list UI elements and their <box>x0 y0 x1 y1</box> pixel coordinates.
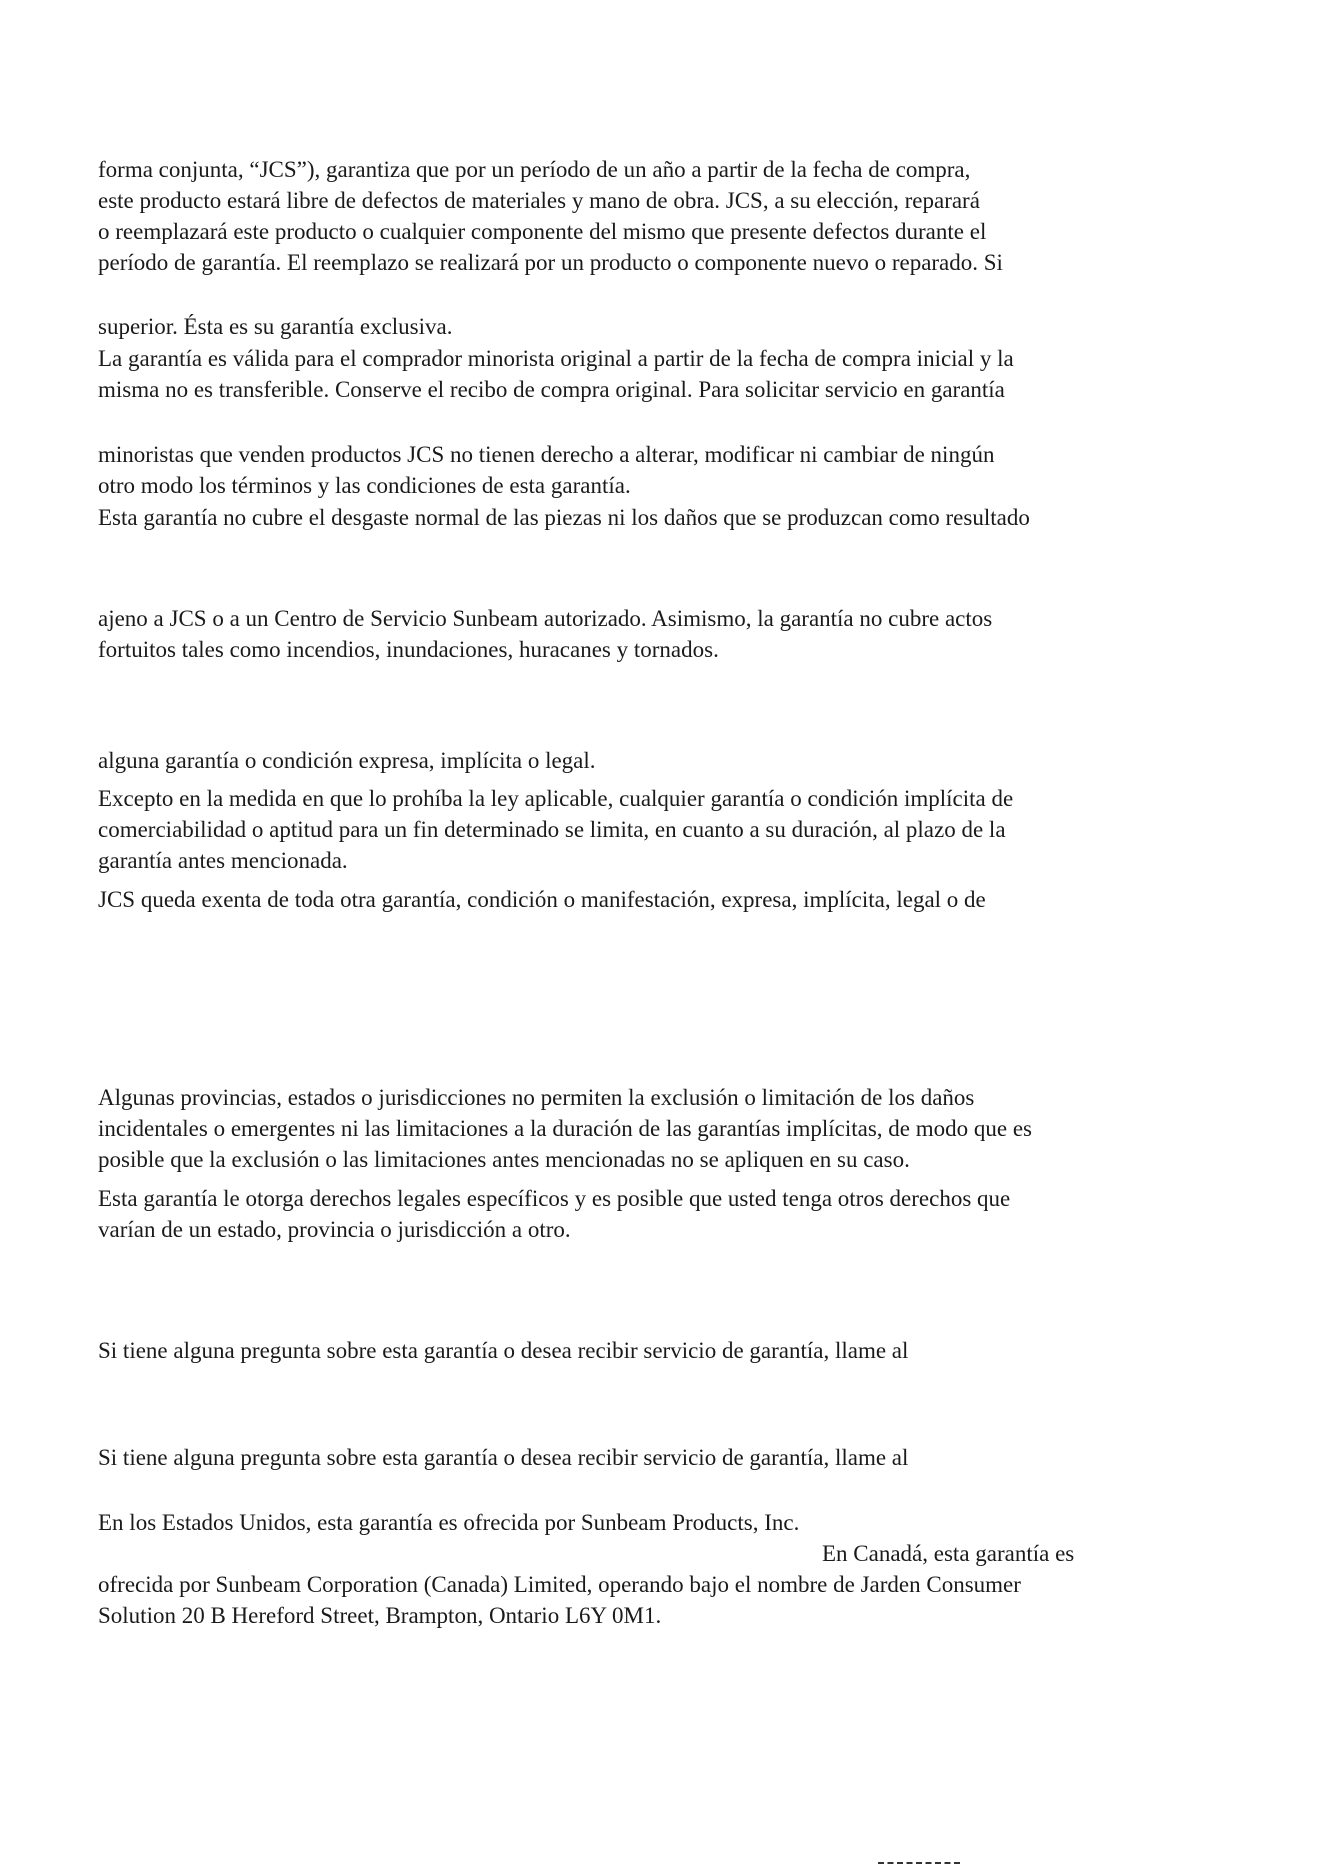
text-line: forma conjunta, “JCS”), garantiza que por un período de un año a partir de la fecha de compra, <box>98 157 971 182</box>
text-line: Si tiene alguna pregunta sobre esta garantía o desea recibir servicio de garantía, llame al <box>98 1338 909 1363</box>
text-line: superior. Ésta es su garantía exclusiva. <box>98 314 453 339</box>
text-line: misma no es transferible. Conserve el recibo de compra original. Para solicitar servicio en garantía <box>98 377 1005 402</box>
text-line: período de garantía. El reemplazo se realizará por un producto o componente nuevo o reparado. Si <box>98 250 1003 275</box>
text-line: Excepto en la medida en que lo prohíba la ley aplicable, cualquier garantía o condición implícita de <box>98 786 1014 811</box>
text-line: En Canadá, esta garantía es <box>822 1541 1075 1566</box>
text-line: o reemplazará este producto o cualquier componente del mismo que presente defectos durante el <box>98 219 987 244</box>
text-line: fortuitos tales como incendios, inundaciones, huracanes y tornados. <box>98 637 719 662</box>
text-line: La garantía es válida para el comprador minorista original a partir de la fecha de compra inicial y la <box>98 346 1014 371</box>
footer-divider <box>878 1862 960 1864</box>
text-line: Solution 20 B Hereford Street, Brampton, Ontario L6Y 0M1. <box>98 1603 662 1628</box>
text-line: ajeno a JCS o a un Centro de Servicio Sunbeam autorizado. Asimismo, la garantía no cubre actos <box>98 606 993 631</box>
text-line: En los Estados Unidos, esta garantía es ofrecida por Sunbeam Products, Inc. <box>98 1510 800 1535</box>
text-line: incidentales o emergentes ni las limitaciones a la duración de las garantías implícitas, de modo que es <box>98 1116 1032 1141</box>
text-line: este producto estará libre de defectos de materiales y mano de obra. JCS, a su elección, reparará <box>98 188 980 213</box>
text-line: otro modo los términos y las condiciones de esta garantía. <box>98 473 631 498</box>
text-line: posible que la exclusión o las limitaciones antes mencionadas no se apliquen en su caso. <box>98 1147 910 1172</box>
text-line: Esta garantía le otorga derechos legales específicos y es posible que usted tenga otros derechos que <box>98 1186 1011 1211</box>
text-line: Algunas provincias, estados o jurisdicciones no permiten la exclusión o limitación de los daños <box>98 1085 975 1110</box>
text-line: comerciabilidad o aptitud para un fin determinado se limita, en cuanto a su duración, al plazo de la <box>98 817 1006 842</box>
text-line: Esta garantía no cubre el desgaste normal de las piezas ni los daños que se produzcan como resultado <box>98 505 1030 530</box>
text-line: alguna garantía o condición expresa, implícita o legal. <box>98 748 596 773</box>
text-line: garantía antes mencionada. <box>98 848 348 873</box>
text-line: JCS queda exenta de toda otra garantía, condición o manifestación, expresa, implícita, legal o de <box>98 887 986 912</box>
text-line: ofrecida por Sunbeam Corporation (Canada) Limited, operando bajo el nombre de Jarden Consumer <box>98 1572 1021 1597</box>
text-line: minoristas que venden productos JCS no tienen derecho a alterar, modificar ni cambiar de ningún <box>98 442 995 467</box>
text-line: varían de un estado, provincia o jurisdicción a otro. <box>98 1217 571 1242</box>
text-line: Si tiene alguna pregunta sobre esta garantía o desea recibir servicio de garantía, llame al <box>98 1445 909 1470</box>
